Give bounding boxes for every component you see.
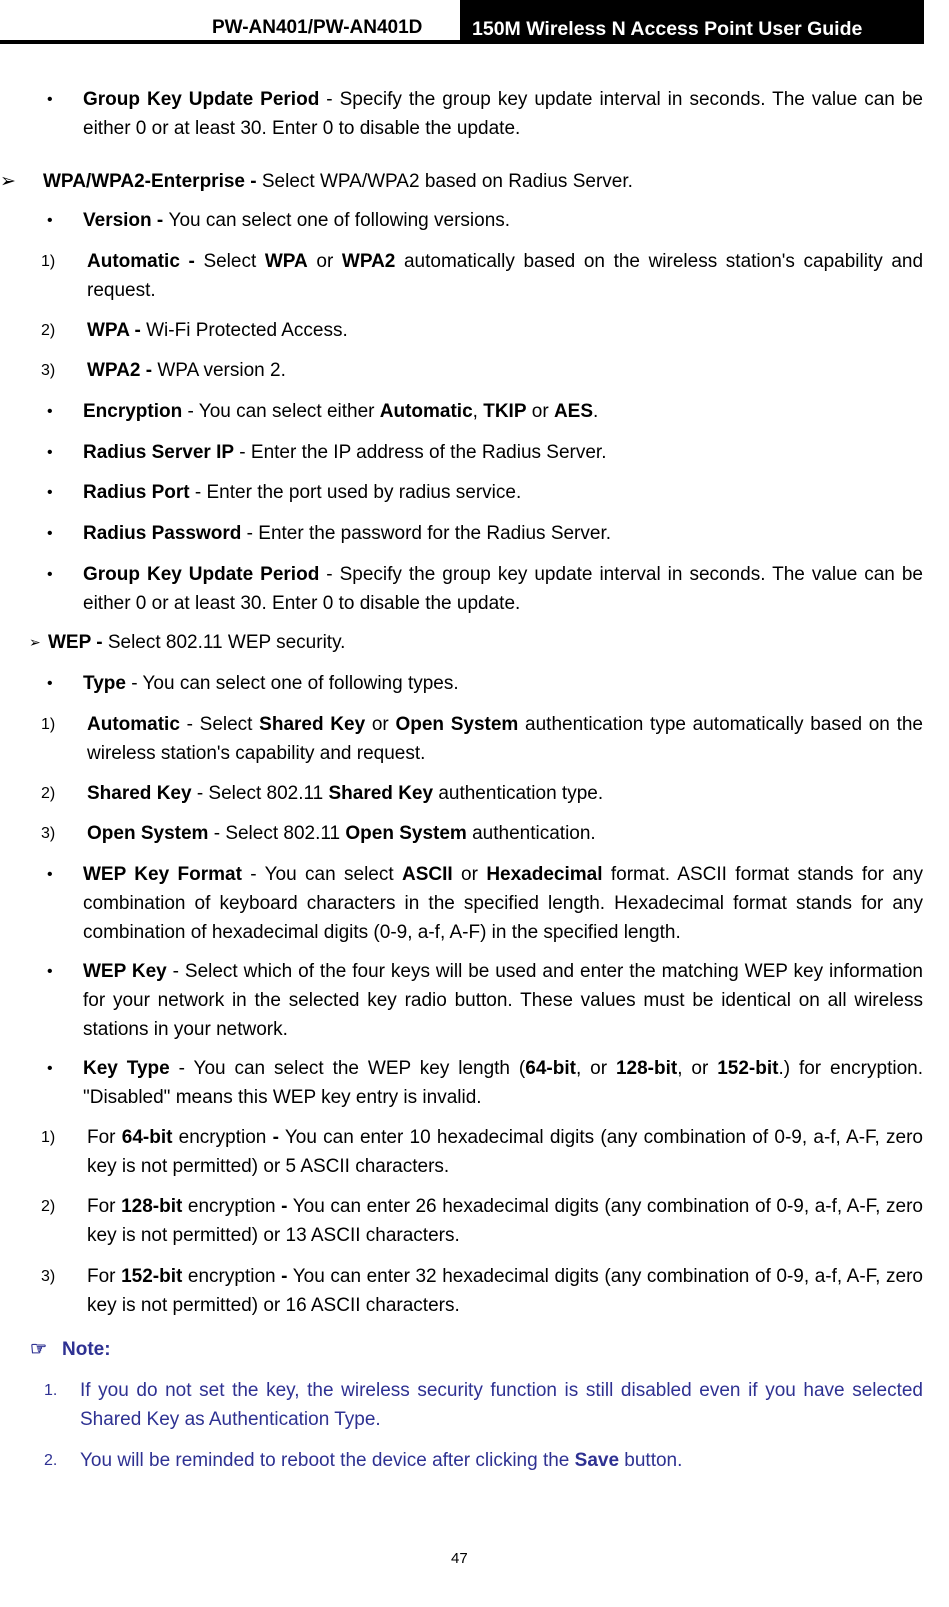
list-item: • Group Key Update Period - Specify the group key update interval in seconds. The value can be either 0 or at least 30. Enter 0 to disable the update.: [83, 560, 923, 618]
list-item: 2) WPA - Wi-Fi Protected Access.: [41, 320, 348, 341]
list-item: 1) Automatic - Select Shared Key or Open System authentication type automatically based on the wireless station's capability and request.: [41, 714, 923, 764]
page-header: [0, 0, 924, 44]
list-item: 1) Automatic - Select WPA or WPA2 automatically based on the wireless station's capability and request.: [41, 251, 924, 301]
list-item: • Radius Server IP - Enter the IP address of the Radius Server.: [83, 438, 923, 467]
list-item: • Encryption - You can select either Automatic, TKIP or AES.: [83, 397, 923, 426]
list-item: • Group Key Update Period - Specify the group key update interval in seconds. The value can be either 0 or at least 30. Enter 0 to disable the update.: [83, 85, 923, 143]
pointing-hand-icon: ☞: [30, 1339, 48, 1360]
arrow-icon: ➢: [29, 634, 41, 650]
guide-title: 150M Wireless N Access Point User Guide: [460, 0, 924, 44]
list-item: ➢ WPA/WPA2-Enterprise - Select WPA/WPA2 based on Radius Server.: [43, 167, 923, 196]
note-item: 2. You will be reminded to reboot the device after clicking the Save button.: [44, 1450, 683, 1471]
list-item: • Key Type - You can select the WEP key length (64-bit, or 128-bit, or 152-bit.) for encryption. "Disabled" means this WEP key entry is invalid.: [83, 1054, 923, 1112]
list-item: 2) For 128-bit encryption - You can enter 26 hexadecimal digits (any combination of 0-9, a-f, A-F, zero key is not permitted) or 13 ASCII characters.: [41, 1196, 923, 1246]
page-number: 47: [451, 1550, 468, 1567]
list-item: • WEP Key Format - You can select ASCII or Hexadecimal format. ASCII format stands for any combination of keyboard characters in the specified length. Hexadecimal format stands for any combination of hexadecimal digits (0-9, a-f, A-F) in the specified length.: [83, 860, 923, 947]
list-item: ➢ WEP - Select 802.11 WEP security.: [48, 628, 923, 657]
list-item: • Radius Port - Enter the port used by radius service.: [83, 478, 923, 507]
list-item: • Radius Password - Enter the password for the Radius Server.: [83, 519, 923, 548]
list-item: 3) For 152-bit encryption - You can enter 32 hexadecimal digits (any combination of 0-9, a-f, A-F, zero key is not permitted) or 16 ASCII characters.: [41, 1266, 923, 1316]
note-heading: ☞ Note:: [30, 1335, 111, 1364]
list-item: • Type - You can select one of following types.: [83, 669, 923, 698]
list-item: 3) Open System - Select 802.11 Open System authentication.: [41, 823, 596, 844]
note-item: 1. If you do not set the key, the wireless security function is still disabled even if you have selected Shared Key as Authentication Type.: [44, 1380, 923, 1430]
model-name: PW-AN401/PW-AN401D: [212, 17, 423, 38]
list-item: 2) Shared Key - Select 802.11 Shared Key authentication type.: [41, 783, 604, 804]
arrow-icon: ➢: [0, 171, 16, 192]
header-rule: [0, 40, 924, 44]
list-item: • Version - You can select one of following versions.: [83, 206, 923, 235]
list-item: • WEP Key - Select which of the four keys will be used and enter the matching WEP key information for your network in the selected key radio button. These values must be identical on all wireless stations in your network.: [83, 957, 923, 1044]
list-item: 1) For 64-bit encryption - You can enter 10 hexadecimal digits (any combination of 0-9, a-f, A-F, zero key is not permitted) or 5 ASCII characters.: [41, 1127, 923, 1177]
list-item: 3) WPA2 - WPA version 2.: [41, 360, 286, 381]
